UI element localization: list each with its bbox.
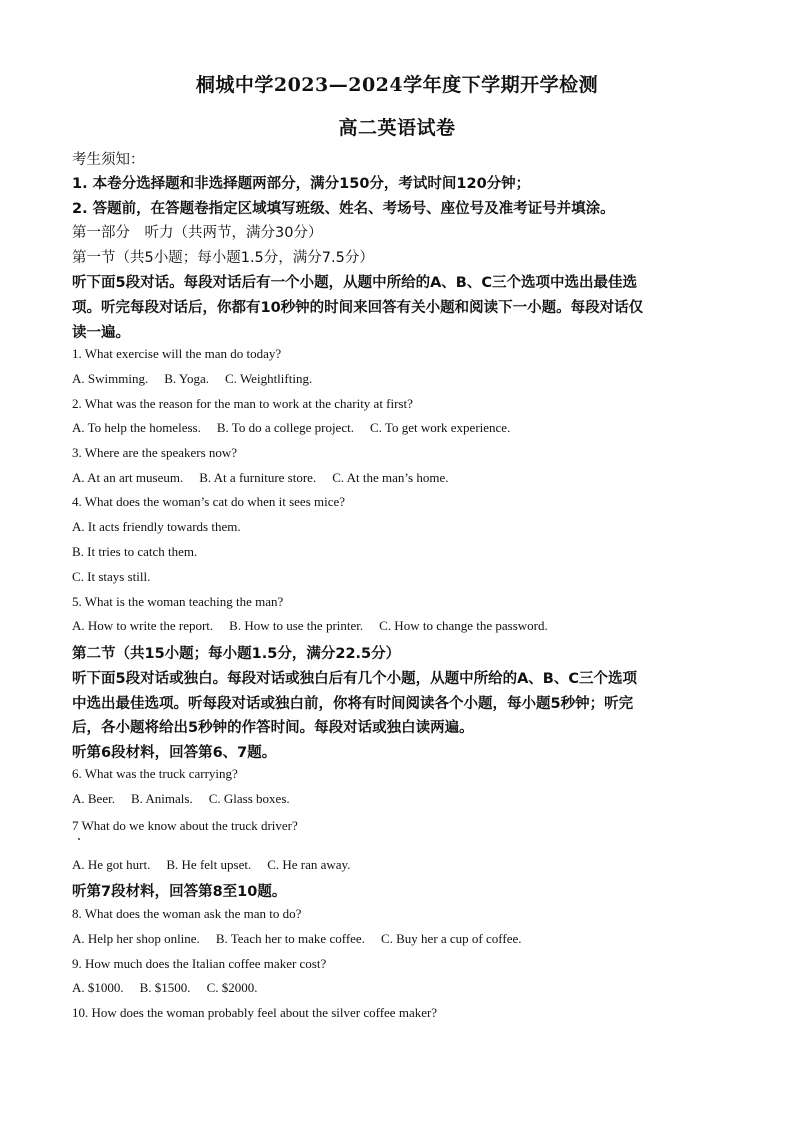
section1-instruction-1: 听下面5段对话。每段对话后有一个小题，从题中所给的A、B、C三个选项中选出最佳选	[72, 275, 638, 291]
notice-heading: 考生须知：	[72, 152, 145, 168]
part1-heading: 第一部分 听力（共两节，满分30分）	[72, 225, 323, 241]
q4-option-a: A. It acts friendly towards them.	[72, 519, 241, 534]
question-7-options	[72, 857, 366, 873]
q7-option-b: B. He felt upset.	[166, 857, 252, 872]
q7-option-a: A. He got hurt.	[72, 857, 151, 872]
question-6-options	[72, 791, 306, 807]
question-2: 2. What was the reason for the man to work at the charity at first?	[72, 396, 413, 411]
question-8: 8. What does the woman ask the man to do?	[72, 906, 302, 921]
q2-option-a: A. To help the homeless.	[72, 420, 201, 435]
q8-option-c: C. Buy her a cup of coffee.	[380, 931, 522, 946]
question-4: 4. What does the woman’s cat do when it sees mice?	[72, 494, 346, 509]
section2-heading: 第二节（共15小题；每小题1.5分，满分22.5分）	[72, 646, 401, 662]
q1-option-c: C. Weightlifting.	[225, 371, 313, 386]
q8-option-a: A. Help her shop online.	[72, 931, 200, 946]
q9-option-b: B. $1500.	[139, 980, 191, 995]
notice-item-2: 2. 答题前，在答题卷指定区域填写班级、姓名、考场号、座位号及准考证号并填涂。	[72, 201, 615, 217]
q5-option-c: C. How to change the password.	[379, 618, 548, 633]
question-3: 3. Where are the speakers now?	[72, 445, 238, 460]
stray-mark	[78, 838, 80, 840]
q3-option-c: C. At the man’s home.	[332, 470, 449, 485]
q2-option-c: C. To get work experience.	[369, 420, 511, 435]
question-5-options	[72, 618, 564, 634]
question-10: 10. How does the woman probably feel about the silver coffee maker?	[72, 1005, 438, 1020]
exam-title: 桐城中学2023—2024学年度下学期开学检测	[195, 74, 599, 96]
material-6-heading: 听第6段材料，回答第6、7题。	[72, 745, 277, 761]
q9-option-a: A. $1000.	[72, 980, 124, 995]
question-9-options	[72, 980, 273, 996]
q4-option-b: B. It tries to catch them.	[72, 544, 198, 559]
q6-option-c: C. Glass boxes.	[208, 791, 290, 806]
question-7: 7 What do we know about the truck driver?	[72, 818, 298, 833]
q6-option-a: A. Beer.	[72, 791, 115, 806]
exam-subtitle: 高二英语试卷	[338, 117, 456, 139]
question-5: 5. What is the woman teaching the man?	[72, 594, 284, 609]
material-7-heading: 听第7段材料，回答第8至10题。	[72, 884, 287, 900]
section1-instruction-3: 读一遍。	[72, 325, 130, 341]
section1-heading: 第一节（共5小题；每小题1.5分，满分7.5分）	[72, 250, 374, 266]
q4-option-c: C. It stays still.	[72, 569, 151, 584]
q8-option-b: B. Teach her to make coffee.	[215, 931, 365, 946]
question-9: 9. How much does the Italian coffee maker cost?	[72, 956, 327, 971]
section2-instruction-2: 中选出最佳选项。听每段对话或独白前，你将有时间阅读各个小题，每小题5秒钟；听完	[72, 696, 634, 712]
q9-option-c: C. $2000.	[206, 980, 258, 995]
section2-instruction-3: 后，各小题将给出5秒钟的作答时间。每段对话或独白读两遍。	[72, 720, 474, 736]
q5-option-b: B. How to use the printer.	[229, 618, 364, 633]
question-2-options	[72, 420, 526, 436]
q2-option-b: B. To do a college project.	[216, 420, 354, 435]
question-6: 6. What was the truck carrying?	[72, 766, 238, 781]
notice-item-1: 1. 本卷分选择题和非选择题两部分，满分150分，考试时间120分钟；	[72, 176, 531, 192]
section1-instruction-2: 项。听完每段对话后，你都有10秒钟的时间来回答有关小题和阅读下一小题。每段对话仅	[72, 300, 644, 316]
q3-option-b: B. At a furniture store.	[199, 470, 317, 485]
section2-instruction-1: 听下面5段对话或独白。每段对话或独白后有几个小题，从题中所给的A、B、C三个选项	[72, 671, 638, 687]
q1-option-a: A. Swimming.	[72, 371, 149, 386]
q3-option-a: A. At an art museum.	[72, 470, 184, 485]
q1-option-b: B. Yoga.	[164, 371, 210, 386]
q7-option-c: C. He ran away.	[267, 857, 351, 872]
question-1: 1. What exercise will the man do today?	[72, 346, 282, 361]
q6-option-b: B. Animals.	[130, 791, 193, 806]
question-1-options	[72, 371, 328, 387]
question-8-options	[72, 931, 538, 947]
q5-option-a: A. How to write the report.	[72, 618, 214, 633]
question-3-options	[72, 470, 464, 486]
